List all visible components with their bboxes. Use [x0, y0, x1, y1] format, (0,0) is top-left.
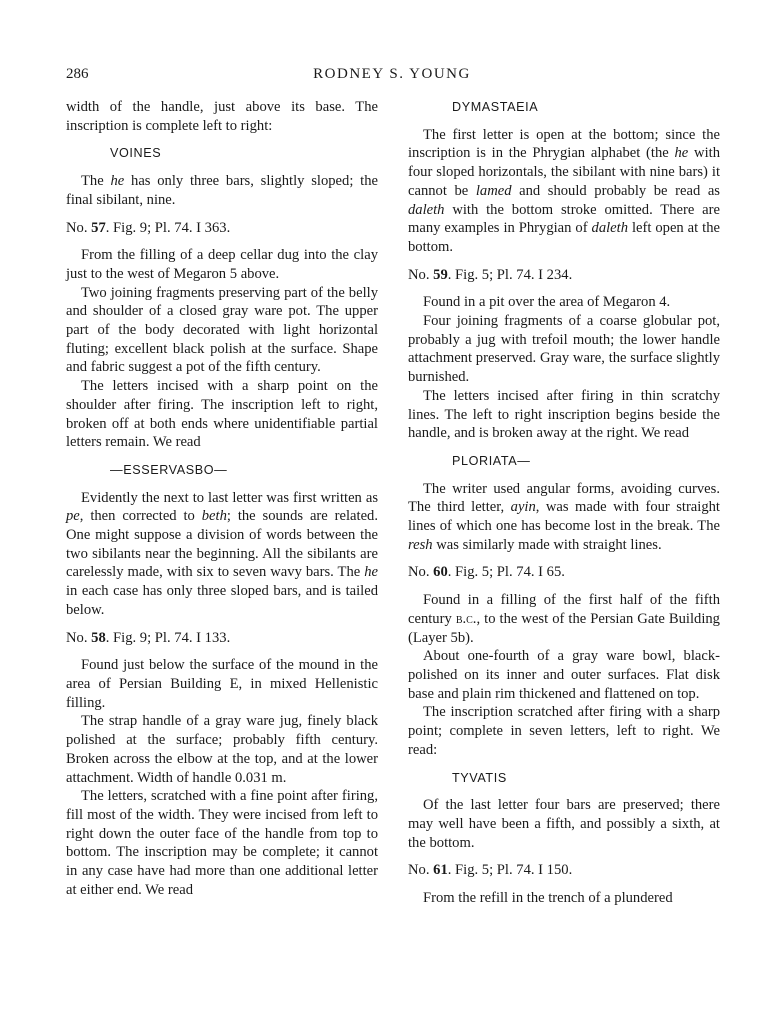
- catalogue-entry-57: No. 57. Fig. 9; Pl. 74. I 363.: [66, 219, 231, 236]
- catalogue-entry-58: No. 58. Fig. 9; Pl. 74. I 133.: [66, 629, 231, 646]
- inscription-reading: DYMASTAEIA: [452, 100, 539, 114]
- paragraph: Two joining fragments preserving part of the belly and shoulder of a closed gray ware pot. The upper part of the body decorated with light horizontal fluting; excellent black polish at the surface. Shape and fabric suggest a pot of the fifth century.: [66, 284, 378, 376]
- paragraph: From the refill in the trench of a plundered: [423, 890, 673, 907]
- inscription-reading: PLORIATA—: [452, 453, 531, 468]
- paragraph: Of the last letter four bars are preserved; there may well have been a fifth, and possibly a sixth, at the bottom.: [408, 797, 720, 851]
- catalogue-entry-60: No. 60. Fig. 5; Pl. 74. I 65.: [408, 564, 565, 581]
- paragraph: Found just below the surface of the mound in the area of Persian Building E, in mixed Hellenistic filling.: [66, 657, 378, 711]
- paragraph: The inscription scratched after firing with a sharp point; complete in seven letters, left to right. We read:: [408, 704, 720, 758]
- paragraph: The strap handle of a gray ware jug, finely black polished at the surface; probably fifth century. Broken across the elbow at the top, and at the lower attachment. Width of handle 0.031 m.: [66, 713, 378, 786]
- paragraph: Four joining fragments of a coarse globular pot, probably a jug with trefoil mouth; the lower handle attachment preserved. Gray ware, the surface slightly burnished.: [408, 313, 720, 386]
- paragraph: width of the handle, just above its base. The inscription is complete left to right:: [66, 99, 378, 134]
- paragraph: The letters, scratched with a fine point after firing, fill most of the width. They were incised from left to right down the outer face of the handle from top to bottom. The inscription may be complete; it cannot in any case have had more than one additional letter at either end. We read: [66, 788, 378, 898]
- catalogue-entry-61: No. 61. Fig. 5; Pl. 74. I 150.: [408, 862, 573, 879]
- page-header: [66, 66, 718, 88]
- paragraph: About one-fourth of a gray ware bowl, black-polished on its inner and outer surfaces. Flat disk base and plain rim thickened and flattened on top.: [408, 648, 720, 702]
- inscription-reading: VOINES: [110, 146, 162, 161]
- paragraph: From the filling of a deep cellar dug into the clay just to the west of Megaron 5 above.: [66, 247, 378, 282]
- paragraph: The he has only three bars, slightly sloped; the final sibilant, nine.: [66, 173, 378, 208]
- catalogue-entry-59: No. 59. Fig. 5; Pl. 74. I 234.: [408, 266, 573, 283]
- inscription-reading: —ESSERVASBO—: [110, 462, 228, 477]
- paragraph: The writer used angular forms, avoiding curves. The third letter, ayin, was made with four straight lines of which one has become lost in the break. The resh was similarly made with straight lines.: [408, 480, 720, 553]
- left-column: [66, 98, 378, 899]
- right-column: [408, 98, 720, 908]
- paragraph: Evidently the next to last letter was first written as pe, then corrected to beth; the sounds are related. One might suppose a division of words between the two sibilants near the beginning. All the sibilants are carelessly made, with six to seven wavy bars. The he in each case has only three sloped bars, and is tailed below.: [66, 489, 379, 618]
- paragraph: Found in a filling of the first half of the fifth century b.c., to the west of the Persian Gate Building (Layer 5b).: [408, 592, 720, 646]
- paragraph: The letters incised after firing in thin scratchy lines. The left to right inscription begins beside the handle, and is broken away at the right. We read: [408, 387, 720, 442]
- running-head: RODNEY S. YOUNG: [313, 66, 471, 82]
- paragraph: The first letter is open at the bottom; since the inscription is in the Phrygian alphabet (the he with four sloped horizontals, the sibilant with nine bars) it cannot be lamed and should probably be read as daleth with the bottom stroke omitted. There are many examples in Phrygian of daleth left open at the bottom.: [408, 126, 720, 255]
- paragraph: Found in a pit over the area of Megaron 4.: [423, 294, 671, 311]
- page-number: 286: [66, 66, 89, 82]
- paragraph: The letters incised with a sharp point on the shoulder after firing. The inscription left to right, broken off at both ends where unidentifiable partial letters remain. We read: [66, 378, 378, 451]
- inscription-reading: TYVATIS: [452, 770, 507, 785]
